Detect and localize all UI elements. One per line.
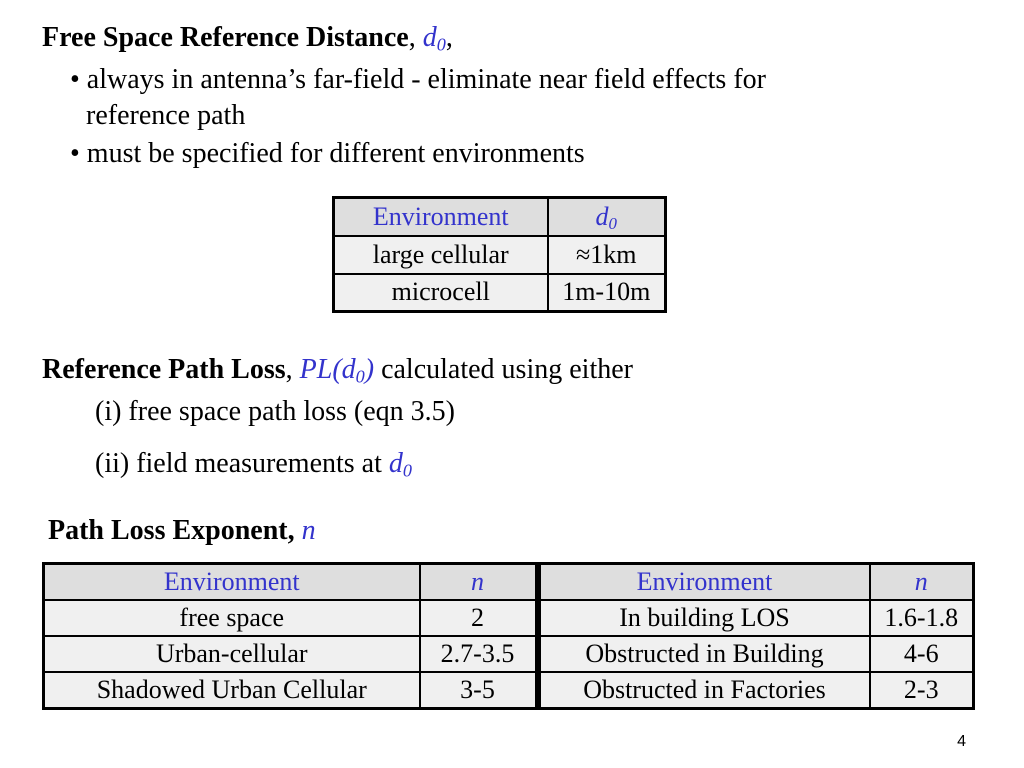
n-symbol: n [301, 515, 316, 546]
header-environment: Environment [334, 198, 548, 236]
heading-rest: calculated using either [381, 354, 633, 385]
d0-symbol: $d_0$ [422, 22, 446, 55]
cell-value: 1.6-1.8 [870, 600, 974, 636]
bullet-environments: • must be specified for different environments [70, 138, 585, 169]
cell-env: Urban-cellular [44, 636, 420, 672]
header-d0: $d_0$ [548, 198, 666, 236]
heading-text: Free Space Reference Distance [42, 22, 409, 53]
cell-value: 2 [420, 600, 538, 636]
section-heading-reference-distance: Free Space Reference Distance, $d_0$, [42, 22, 453, 55]
cell-env: free space [44, 600, 420, 636]
table-row [334, 236, 666, 274]
heading-text: Path Loss Exponent, [48, 515, 295, 546]
header-n: n [420, 564, 538, 601]
table-row [334, 274, 666, 312]
cell-env: large cellular [334, 236, 548, 274]
cell-env: Shadowed Urban Cellular [44, 672, 420, 709]
d0-symbol: $d_0$ [388, 448, 412, 481]
table-header-row [334, 198, 666, 236]
item-field-measurements: (ii) field measurements at $d_0$ [95, 448, 412, 481]
bullet-far-field: • always in antenna’s far-field - eliminate near field effects for [70, 64, 766, 95]
item-free-space: (i) free space path loss (eqn 3.5) [95, 396, 455, 427]
table-row [44, 672, 974, 709]
path-loss-exponent-table [42, 562, 975, 710]
header-environment: Environment [44, 564, 420, 601]
cell-value: 4-6 [870, 636, 974, 672]
page-number: 4 [957, 733, 966, 750]
pl-d0-symbol: $PL(d_0)$ [299, 354, 375, 387]
reference-distance-table [332, 196, 667, 313]
table-row [44, 636, 974, 672]
cell-value: ≈1km [548, 236, 666, 274]
table-row [44, 600, 974, 636]
cell-env: Obstructed in Building [538, 636, 870, 672]
section-heading-reference-path-loss: Reference Path Loss, $PL(d_0)$ calculated using either [42, 354, 633, 387]
heading-text: Reference Path Loss [42, 354, 286, 385]
cell-env: Obstructed in Factories [538, 672, 870, 709]
cell-value: 3-5 [420, 672, 538, 709]
cell-value: 1m-10m [548, 274, 666, 312]
cell-env: microcell [334, 274, 548, 312]
section-heading-path-loss-exponent [48, 515, 316, 547]
cell-env: In building LOS [538, 600, 870, 636]
header-environment: Environment [538, 564, 870, 601]
header-n: n [870, 564, 974, 601]
cell-value: 2-3 [870, 672, 974, 709]
bullet-far-field-cont: reference path [86, 100, 246, 131]
table-header-row [44, 564, 974, 601]
cell-value: 2.7-3.5 [420, 636, 538, 672]
